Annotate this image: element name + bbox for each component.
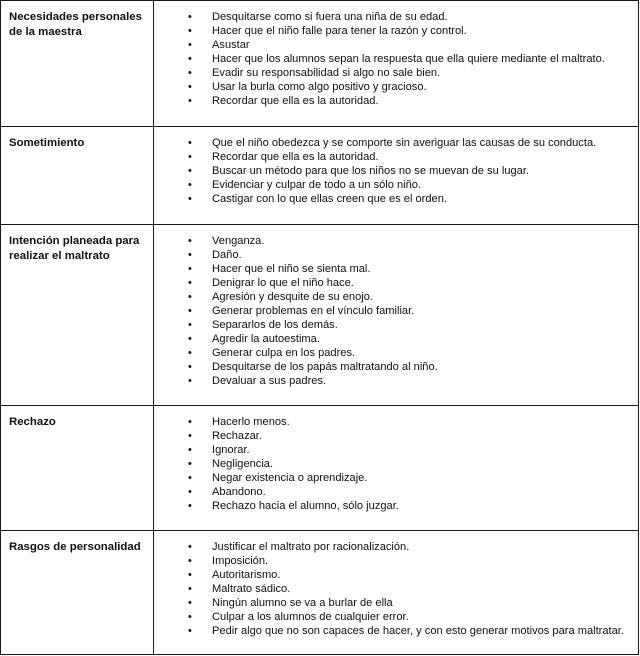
- list-item: [154, 192, 634, 206]
- list-item: [154, 178, 634, 192]
- bullet-icon: •: [188, 277, 192, 289]
- list-item-text: Negligencia.: [212, 458, 274, 470]
- table-row: [1, 127, 639, 225]
- bullet-icon: •: [188, 430, 192, 442]
- items-cell: [154, 531, 639, 655]
- bullet-icon: •: [188, 291, 192, 303]
- list-item-text: Denigrar lo que el niño hace.: [212, 277, 354, 289]
- bullet-list: [154, 1, 638, 116]
- category-cell: [1, 406, 154, 531]
- list-item-text: Agredir la autoestima.: [212, 333, 320, 345]
- category-cell: [1, 127, 154, 225]
- bullet-icon: •: [188, 333, 192, 345]
- list-item-text: Maltrato sádico.: [212, 583, 291, 595]
- bullet-icon: •: [188, 95, 192, 107]
- list-item: [154, 582, 634, 596]
- list-item-text: Daño.: [212, 249, 242, 261]
- list-item-text: Separarlos de los demás.: [212, 319, 338, 331]
- bullet-icon: •: [188, 541, 192, 553]
- list-item: [154, 290, 634, 304]
- list-item-text: Evadir su responsabilidad si algo no sale bien.: [212, 67, 441, 79]
- bullet-icon: •: [188, 179, 192, 191]
- category-cell: [1, 1, 154, 127]
- list-item: [154, 332, 634, 346]
- list-item: [154, 554, 634, 568]
- list-item: [154, 52, 634, 66]
- bullet-icon: •: [188, 625, 192, 637]
- bullet-list: [154, 531, 638, 646]
- bullet-icon: •: [188, 416, 192, 428]
- list-item: [154, 164, 634, 178]
- bullet-icon: •: [188, 611, 192, 623]
- bullet-icon: •: [188, 137, 192, 149]
- list-item: [154, 624, 634, 638]
- bullet-icon: •: [188, 472, 192, 484]
- list-item: [154, 136, 634, 150]
- category-label: Rechazo: [9, 416, 56, 428]
- bullet-list: [154, 406, 638, 521]
- list-item-text: Desquitarse de los papás maltratando al niño.: [212, 361, 438, 373]
- list-item-text: Rechazo hacia el alumno, sólo juzgar.: [212, 500, 399, 512]
- list-item-text: Desquitarse como si fuera una niña de su edad.: [212, 11, 448, 23]
- category-label: Intención planeada para realizar el maltrato: [9, 235, 140, 262]
- bullet-icon: •: [188, 39, 192, 51]
- list-item-text: Hacer que el niño falle para tener la razón y control.: [212, 25, 467, 37]
- bullet-icon: •: [188, 235, 192, 247]
- list-item-text: Autoritarismo.: [212, 569, 281, 581]
- list-item-text: Recordar que ella es la autoridad.: [212, 151, 379, 163]
- list-item-text: Rechazar.: [212, 430, 262, 442]
- list-item-text: Abandono.: [212, 486, 266, 498]
- list-item-text: Venganza.: [212, 235, 265, 247]
- list-item-text: Ningún alumno se va a burlar de ella: [212, 597, 393, 609]
- bullet-icon: •: [188, 486, 192, 498]
- category-cell: [1, 225, 154, 406]
- bullet-icon: •: [188, 347, 192, 359]
- bullet-icon: •: [188, 193, 192, 205]
- list-item-text: Evidenciar y culpar de todo a un sólo niño.: [212, 179, 422, 191]
- list-item: [154, 10, 634, 24]
- table-row: [1, 531, 639, 655]
- list-item: [154, 318, 634, 332]
- category-label: Rasgos de personalidad: [9, 541, 141, 553]
- bullet-icon: •: [188, 458, 192, 470]
- list-item: [154, 596, 634, 610]
- bullet-icon: •: [188, 25, 192, 37]
- list-item-text: Pedir algo que no son capaces de hacer, y con esto generar motivos para maltratar.: [212, 625, 624, 637]
- list-item: [154, 234, 634, 248]
- bullet-icon: •: [188, 305, 192, 317]
- items-cell: [154, 1, 639, 127]
- bullet-icon: •: [188, 444, 192, 456]
- list-item-text: Hacer que el niño se sienta mal.: [212, 263, 371, 275]
- bullet-icon: •: [188, 53, 192, 65]
- list-item-text: Usar la burla como algo positivo y gracioso.: [212, 81, 427, 93]
- list-item: [154, 346, 634, 360]
- list-item-text: Imposición.: [212, 555, 269, 567]
- list-item: [154, 304, 634, 318]
- table-body: [1, 1, 639, 655]
- list-item: [154, 568, 634, 582]
- bullet-icon: •: [188, 249, 192, 261]
- items-cell: [154, 225, 639, 406]
- bullet-icon: •: [188, 569, 192, 581]
- list-item: [154, 94, 634, 108]
- list-item-text: Hacer que los alumnos sepan la respuesta que ella quiere mediante el maltrato.: [212, 53, 605, 65]
- items-cell: [154, 127, 639, 225]
- bullet-list: [154, 127, 638, 214]
- list-item: [154, 485, 634, 499]
- bullet-icon: •: [188, 67, 192, 79]
- bullet-icon: •: [188, 151, 192, 163]
- category-label: Sometimiento: [9, 137, 85, 149]
- list-item: [154, 276, 634, 290]
- list-item-text: Asustar: [212, 39, 250, 51]
- table-row: [1, 1, 639, 127]
- list-item-text: Que el niño obedezca y se comporte sin averiguar las causas de su conducta.: [212, 137, 597, 149]
- bullet-icon: •: [188, 583, 192, 595]
- bullet-icon: •: [188, 375, 192, 387]
- list-item-text: Devaluar a sus padres.: [212, 375, 327, 387]
- list-item: [154, 80, 634, 94]
- list-item-text: Generar culpa en los padres.: [212, 347, 356, 359]
- list-item: [154, 471, 634, 485]
- table-row: [1, 406, 639, 531]
- list-item-text: Castigar con lo que ellas creen que es el orden.: [212, 193, 447, 205]
- bullet-icon: •: [188, 11, 192, 23]
- list-item: [154, 150, 634, 164]
- bullet-icon: •: [188, 81, 192, 93]
- list-item: [154, 38, 634, 52]
- list-item-text: Culpar a los alumnos de cualquier error.: [212, 611, 409, 623]
- list-item: [154, 24, 634, 38]
- list-item: [154, 457, 634, 471]
- bullet-icon: •: [188, 361, 192, 373]
- list-item-text: Agresión y desquite de su enojo.: [212, 291, 373, 303]
- list-item-text: Hacerlo menos.: [212, 416, 290, 428]
- list-item: [154, 415, 634, 429]
- items-cell: [154, 406, 639, 531]
- category-cell: [1, 531, 154, 655]
- bullet-icon: •: [188, 597, 192, 609]
- category-label: Necesidades personales de la maestra: [9, 11, 142, 38]
- list-item: [154, 443, 634, 457]
- table-row: [1, 225, 639, 406]
- list-item: [154, 429, 634, 443]
- list-item: [154, 66, 634, 80]
- list-item: [154, 610, 634, 624]
- list-item: [154, 262, 634, 276]
- list-item: [154, 374, 634, 388]
- list-item: [154, 248, 634, 262]
- list-item-text: Buscar un método para que los niños no se muevan de su lugar.: [212, 165, 529, 177]
- bullet-icon: •: [188, 555, 192, 567]
- list-item-text: Ignorar.: [212, 444, 250, 456]
- bullet-list: [154, 225, 638, 396]
- bullet-icon: •: [188, 165, 192, 177]
- list-item: [154, 360, 634, 374]
- list-item-text: Recordar que ella es la autoridad.: [212, 95, 379, 107]
- list-item: [154, 540, 634, 554]
- list-item-text: Justificar el maltrato por racionalización.: [212, 541, 410, 553]
- list-item-text: Generar problemas en el vínculo familiar.: [212, 305, 415, 317]
- bullet-icon: •: [188, 319, 192, 331]
- bullet-icon: •: [188, 500, 192, 512]
- list-item: [154, 499, 634, 513]
- bullet-icon: •: [188, 263, 192, 275]
- list-item-text: Negar existencia o aprendizaje.: [212, 472, 368, 484]
